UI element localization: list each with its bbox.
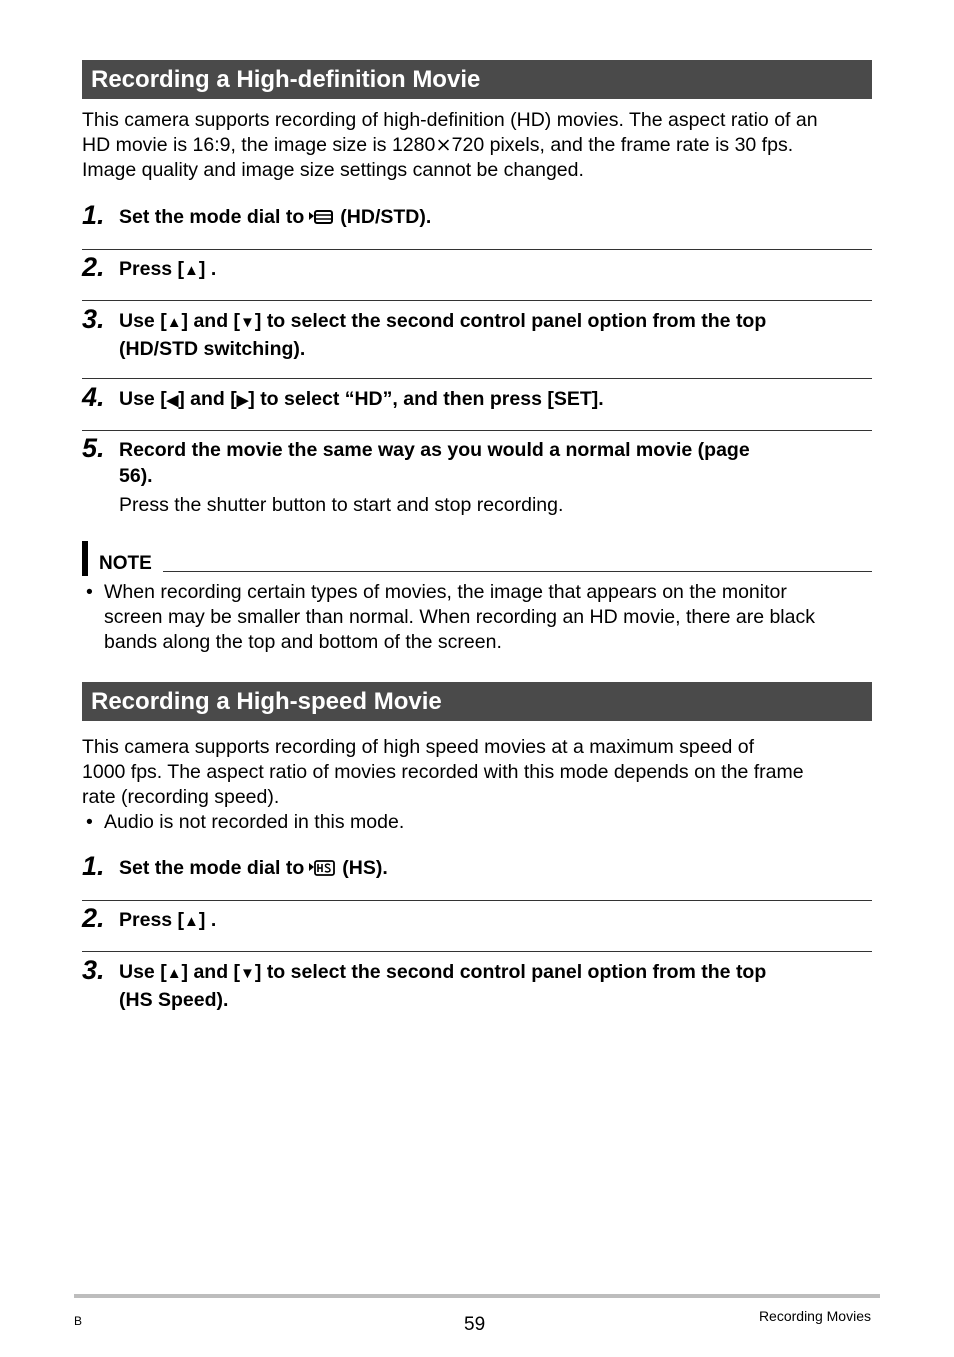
footer-chapter: Recording Movies: [758, 1308, 871, 1324]
note-line: bands along the top and bottom of the screen.: [104, 631, 502, 653]
hs-intro-line: rate (recording speed).: [82, 786, 280, 808]
hs-bullet: •: [86, 811, 93, 833]
step-text: [119, 855, 879, 884]
step-text-part: ] to select the second control panel option from the top: [254, 310, 767, 332]
section-title-hd-movie: Recording a High-definition Movie: [82, 60, 872, 99]
movie-hd-std-icon: [308, 207, 334, 233]
page-number: 59: [464, 1314, 486, 1335]
up-arrow-icon: ▲: [166, 965, 182, 982]
step-text-part: ] and [: [181, 961, 241, 983]
hs-intro: [82, 735, 882, 810]
step-text: [119, 256, 879, 284]
step-text-part: Use [: [119, 388, 167, 410]
step-number: 2.: [82, 252, 105, 282]
down-arrow-icon: ▼: [240, 965, 255, 982]
section-title-hs-movie: Recording a High-speed Movie: [82, 682, 872, 721]
step-text-part: ] and [: [178, 388, 237, 410]
footer-left-mark: B: [74, 1314, 83, 1328]
down-arrow-icon: ▼: [240, 314, 255, 331]
step-text: [119, 907, 879, 935]
note-text: [104, 580, 874, 655]
step-text-part: ] to select “HD”, and then press [SET].: [248, 388, 604, 410]
step-number: 3.: [82, 955, 105, 985]
step-text-part: Set the mode dial to: [119, 857, 305, 879]
step-text-part: ] to select the second control panel option from the top: [254, 961, 767, 983]
step-divider: [82, 900, 872, 901]
step-text-line: (HD/STD switching).: [119, 338, 306, 360]
step-number: 1.: [82, 200, 105, 230]
footer-rule: [74, 1294, 880, 1298]
step-text-part: ] .: [198, 258, 217, 280]
up-arrow-icon: ▲: [166, 314, 182, 331]
step-text-part: Use [: [119, 961, 167, 983]
step-text-part: (HD/STD).: [340, 206, 432, 228]
note-rule: [163, 571, 872, 572]
hd-intro-line: This camera supports recording of high-definition (HD) movies. The aspect ratio of an: [82, 109, 818, 131]
step-number: 2.: [82, 903, 105, 933]
up-arrow-icon: ▲: [184, 913, 199, 930]
step-text-line: [119, 959, 879, 987]
step-text: [119, 959, 879, 1013]
right-arrow-icon: ▶: [236, 392, 249, 409]
step-number: 1.: [82, 851, 105, 881]
hd-intro-line: HD movie is 16:9, the image size is 1280⨯720 pixels, and the frame rate is 30 fps.: [82, 134, 794, 156]
note-bullet: •: [86, 581, 93, 603]
step-number: 5.: [82, 433, 105, 463]
step-text-part: ] .: [198, 909, 217, 931]
step-text-part: Set the mode dial to: [119, 206, 305, 228]
step-text: [119, 308, 879, 362]
step-divider: [82, 430, 872, 431]
step-text: [119, 437, 879, 489]
note-line: When recording certain types of movies, the image that appears on the monitor: [104, 581, 787, 603]
left-arrow-icon: ◀: [166, 392, 179, 409]
step-divider: [82, 378, 872, 379]
note-line: screen may be smaller than normal. When recording an HD movie, there are black: [104, 606, 815, 628]
note-marker: [82, 541, 88, 576]
movie-hs-icon: [308, 858, 336, 884]
step-text-line: 56).: [119, 465, 153, 487]
hd-intro: [82, 108, 882, 183]
step-subtext: Press the shutter button to start and stop recording.: [119, 494, 564, 516]
hs-bullet-text: Audio is not recorded in this mode.: [104, 811, 405, 833]
step-number: 4.: [82, 382, 105, 412]
step-text-part: (HS).: [342, 857, 388, 879]
step-text-part: Use [: [119, 310, 167, 332]
note-label: NOTE: [99, 553, 152, 574]
step-divider: [82, 249, 872, 250]
hs-intro-line: 1000 fps. The aspect ratio of movies recorded with this mode depends on the frame: [82, 761, 804, 783]
hs-intro-line: This camera supports recording of high speed movies at a maximum speed of: [82, 736, 754, 758]
step-divider: [82, 951, 872, 952]
step-number: 3.: [82, 304, 105, 334]
step-divider: [82, 300, 872, 301]
step-text: [119, 204, 879, 233]
step-text-line: [119, 308, 879, 336]
step-text: [119, 386, 879, 414]
step-text-part: Press [: [119, 258, 185, 280]
up-arrow-icon: ▲: [184, 262, 199, 279]
step-text-part: ] and [: [181, 310, 241, 332]
step-text-line: Record the movie the same way as you would a normal movie (page: [119, 439, 750, 461]
step-text-part: Press [: [119, 909, 185, 931]
step-text-line: (HS Speed).: [119, 989, 229, 1011]
hd-intro-line: Image quality and image size settings cannot be changed.: [82, 159, 584, 181]
